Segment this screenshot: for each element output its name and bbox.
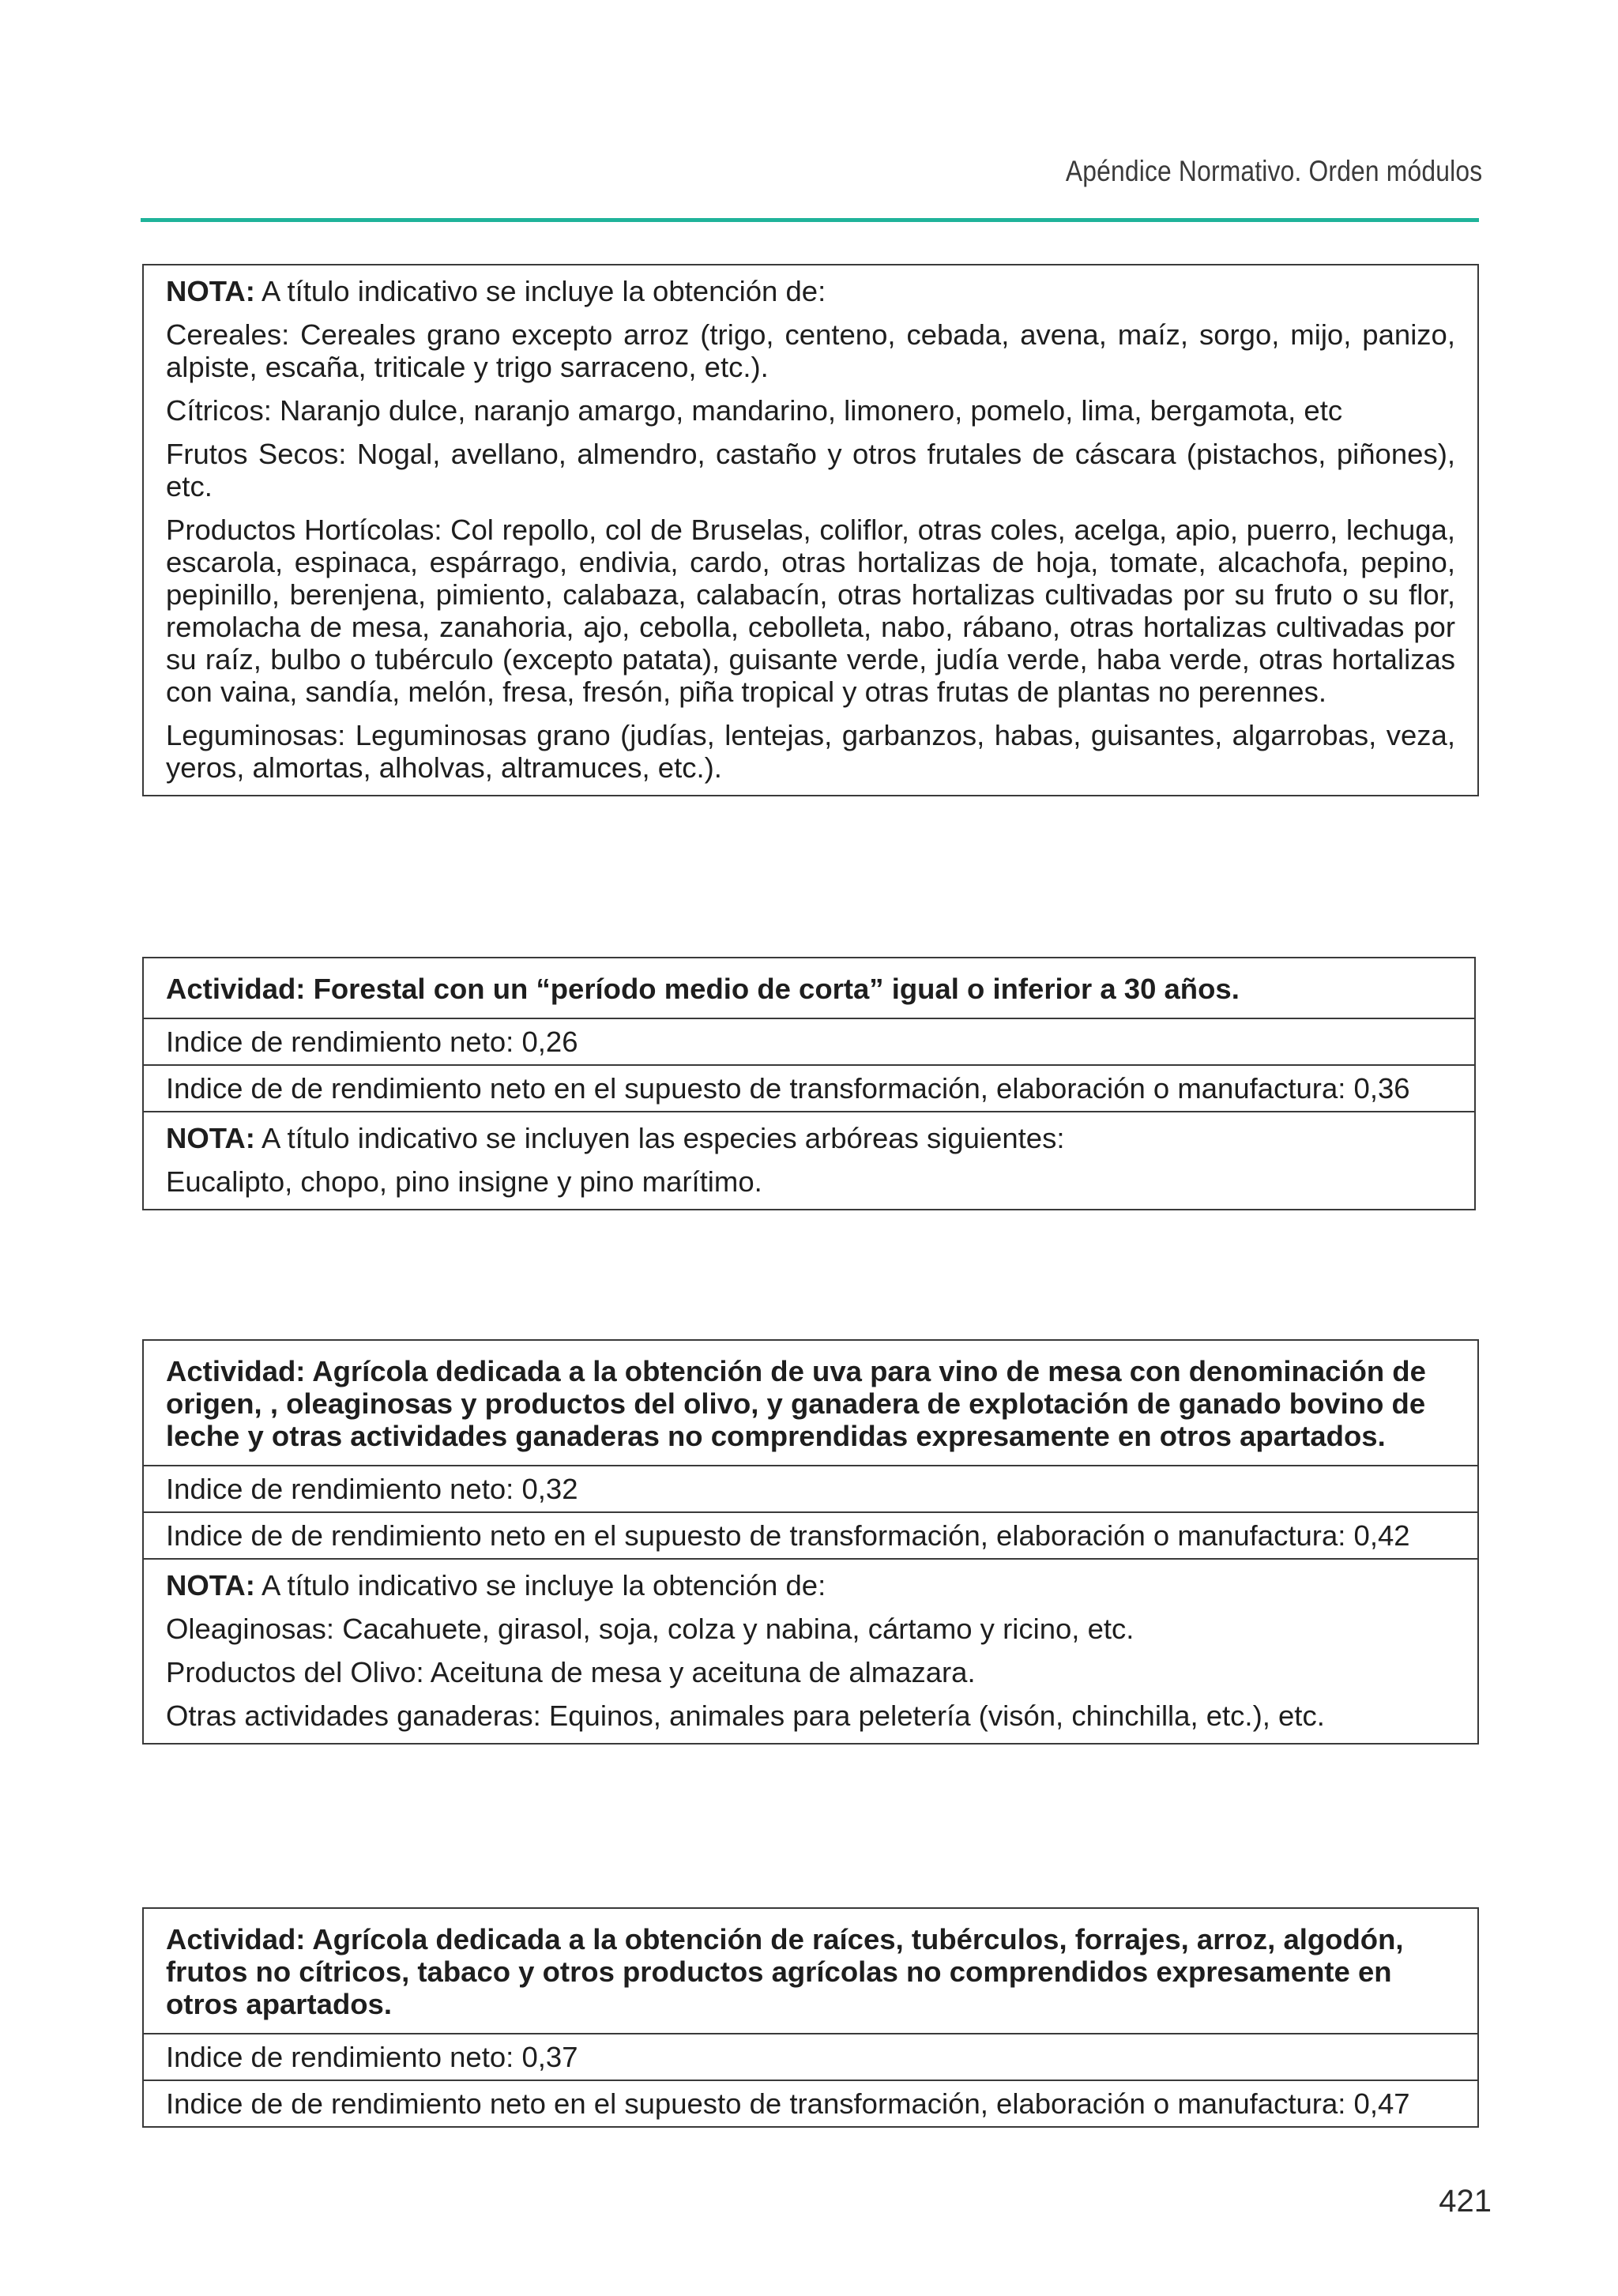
- note-paragraph-cereales: Cereales: Cereales grano excepto arroz (trigo, centeno, cebada, avena, maíz, sorgo, mijo, panizo, alpiste, escaña, triticale y trigo sarraceno, etc.).: [166, 318, 1455, 383]
- note-intro-text: A título indicativo se incluye la obtención de:: [254, 1569, 826, 1602]
- note-section: [144, 265, 1477, 795]
- note-intro-text: A título indicativo se incluyen las especies arbóreas siguientes:: [254, 1122, 1065, 1154]
- note-label: NOTA:: [166, 1122, 255, 1154]
- note-paragraph-leguminosas: Leguminosas: Leguminosas grano (judías, lentejas, garbanzos, habas, guisantes, algarrobas, veza, yeros, almortas, alholvas, altramuces, etc.).: [166, 719, 1455, 784]
- page-number: 421: [1439, 2184, 1492, 2219]
- index-net-row: Indice de rendimiento neto: 0,37: [144, 2033, 1477, 2080]
- index-net-row: Indice de rendimiento neto: 0,26: [144, 1018, 1474, 1064]
- activity-title: Actividad: Agrícola dedicada a la obtención de raíces, tubérculos, forrajes, arroz, algodón, frutos no cítricos, tabaco y otros productos agrícolas no comprendidos expresamente en otros apartados.: [166, 1923, 1404, 2020]
- index-transform-row: Indice de de rendimiento neto en el supuesto de transformación, elaboración o manufactura: 0,36: [144, 1064, 1474, 1111]
- note-label: NOTA:: [166, 275, 255, 307]
- activity-title: Actividad: Agrícola dedicada a la obtención de uva para vino de mesa con denominación de origen, , oleaginosas y productos del olivo, y ganadera de explotación de ganado bovino de leche y otras actividades ganaderas no comprendidas expresamente en otros apartados.: [166, 1355, 1426, 1452]
- header-rule: [141, 218, 1479, 222]
- note-paragraph-species: Eucalipto, chopo, pino insigne y pino marítimo.: [166, 1165, 762, 1198]
- note-paragraph-oleaginosas: Oleaginosas: Cacahuete, girasol, soja, colza y nabina, cártamo y ricino, etc.: [166, 1613, 1134, 1645]
- activity-box-raices-tuberculos: [142, 1907, 1479, 2128]
- activity-title: Actividad: Forestal con un “período medio de corta” igual o inferior a 30 años.: [166, 973, 1240, 1005]
- note-paragraph-frutos-secos: Frutos Secos: Nogal, avellano, almendro, castaño y otros frutales de cáscara (pistachos, piñones), etc.: [166, 438, 1455, 502]
- index-transform-row: Indice de de rendimiento neto en el supuesto de transformación, elaboración o manufactura: 0,47: [144, 2080, 1477, 2126]
- note-box-crops: [142, 264, 1479, 796]
- index-transform-row: Indice de de rendimiento neto en el supuesto de transformación, elaboración o manufactura: 0,42: [144, 1511, 1477, 1558]
- note-intro: [166, 1569, 1455, 1602]
- note-intro-text: A título indicativo se incluye la obtención de:: [254, 275, 826, 307]
- index-net-row: Indice de rendimiento neto: 0,32: [144, 1465, 1477, 1511]
- note-section: [144, 1558, 1477, 1743]
- note-section: [144, 1111, 1474, 1209]
- activity-box-uva-oleaginosas: [142, 1339, 1479, 1745]
- note-paragraph-horticolas: Productos Hortícolas: Col repollo, col de Bruselas, coliflor, otras coles, acelga, apio, puerro, lechuga, escarola, espinaca, espárrago, endivia, cardo, otras hortalizas de hoja, tomate, alcachofa, pepino, pepinillo, berenjena, pimiento, calabaza, calabacín, otras hortalizas cultivadas por su fruto o su flor, remolacha de mesa, zanahoria, ajo, cebolla, cebolleta, nabo, rábano, otras hortalizas cultivadas por su raíz, bulbo o tubérculo (excepto patata), guisante verde, judía verde, haba verde, otras hortalizas con vaina, sandía, melón, fresa, fresón, piña tropical y otras frutas de plantas no perennes.: [166, 514, 1455, 708]
- note-intro: [166, 275, 1455, 307]
- note-paragraph-ganaderas: Otras actividades ganaderas: Equinos, animales para peletería (visón, chinchilla, etc.), etc.: [166, 1699, 1325, 1732]
- note-paragraph-citricos: Cítricos: Naranjo dulce, naranjo amargo, mandarino, limonero, pomelo, lima, bergamota, etc: [166, 394, 1343, 427]
- note-label: NOTA:: [166, 1569, 255, 1602]
- note-paragraph-olivo: Productos del Olivo: Aceituna de mesa y aceituna de almazara.: [166, 1656, 976, 1688]
- activity-box-forestal: [142, 957, 1476, 1210]
- running-header-title: Apéndice Normativo. Orden módulos: [1065, 155, 1482, 187]
- note-intro: [166, 1122, 1452, 1154]
